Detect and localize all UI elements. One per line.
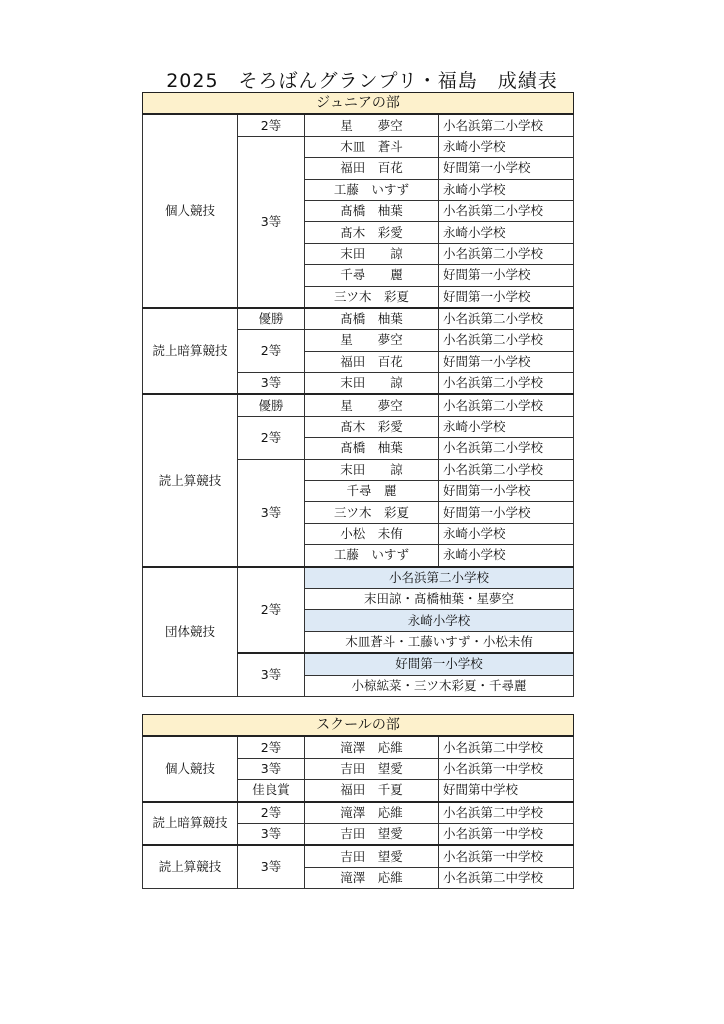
name-cell: 三ツ木 彩夏 [305, 502, 439, 523]
rank-cell: 3等 [238, 373, 305, 395]
school-section-title: スクールの部 [143, 715, 574, 737]
name-cell: 末田 諒 [305, 243, 439, 264]
school-cell: 小名浜第一中学校 [439, 845, 574, 867]
rank-cell: 3等 [238, 136, 305, 308]
school-cell: 永崎小学校 [439, 545, 574, 567]
school-cell: 永崎小学校 [439, 523, 574, 544]
team-members-cell: 末田諒・髙橋柚葉・星夢空 [305, 588, 574, 609]
school-results-table [142, 714, 574, 889]
school-individual-group [143, 736, 574, 801]
school-cell: 小名浜第一中学校 [439, 758, 574, 779]
table-row [143, 114, 574, 136]
name-cell: 髙橋 柚葉 [305, 200, 439, 221]
junior-yomiage-group [143, 394, 574, 566]
table-row [143, 802, 574, 824]
name-cell: 末田 諒 [305, 373, 439, 395]
table-row [143, 308, 574, 330]
rank-cell: 2等 [238, 567, 305, 654]
school-cell: 小名浜第二中学校 [439, 802, 574, 824]
table-row [143, 736, 574, 758]
category-cell: 読上暗算競技 [143, 308, 238, 395]
rank-cell: 2等 [238, 330, 305, 373]
name-cell: 吉田 望愛 [305, 758, 439, 779]
name-cell: 星 夢空 [305, 114, 439, 136]
rank-cell: 優勝 [238, 308, 305, 330]
rank-cell: 3等 [238, 823, 305, 845]
name-cell: 千尋 麗 [305, 481, 439, 502]
school-cell: 小名浜第二中学校 [439, 736, 574, 758]
name-cell: 工藤 いすず [305, 179, 439, 200]
school-cell: 小名浜第二小学校 [439, 438, 574, 459]
name-cell: 星 夢空 [305, 330, 439, 351]
junior-results-table [142, 92, 574, 697]
school-cell: 永崎小学校 [439, 179, 574, 200]
team-school-cell: 好間第一小学校 [305, 653, 574, 675]
school-cell: 小名浜第二小学校 [439, 330, 574, 351]
school-cell: 好間第中学校 [439, 780, 574, 802]
name-cell: 滝澤 応維 [305, 867, 439, 888]
school-yomiage-group [143, 845, 574, 888]
school-cell: 小名浜第二小学校 [439, 114, 574, 136]
school-cell: 小名浜第二小学校 [439, 394, 574, 416]
junior-individual-group [143, 114, 574, 308]
name-cell: 福田 百花 [305, 158, 439, 179]
school-cell: 小名浜第二小学校 [439, 200, 574, 221]
school-cell: 好間第一小学校 [439, 481, 574, 502]
rank-cell: 3等 [238, 653, 305, 696]
name-cell: 滝澤 応維 [305, 736, 439, 758]
school-cell: 永崎小学校 [439, 136, 574, 157]
name-cell: 滝澤 応維 [305, 802, 439, 824]
rank-cell: 2等 [238, 736, 305, 758]
name-cell: 髙橋 柚葉 [305, 438, 439, 459]
rank-cell: 3等 [238, 758, 305, 779]
school-cell: 好間第一小学校 [439, 351, 574, 372]
school-cell: 好間第一小学校 [439, 158, 574, 179]
name-cell: 星 夢空 [305, 394, 439, 416]
name-cell: 吉田 望愛 [305, 845, 439, 867]
page-title: 2025 そろばんグランプリ・福島 成績表 [166, 70, 558, 92]
name-cell: 千尋 麗 [305, 265, 439, 286]
school-cell: 小名浜第二小学校 [439, 243, 574, 264]
school-cell: 小名浜第二中学校 [439, 867, 574, 888]
school-cell: 永崎小学校 [439, 416, 574, 437]
school-cell: 好間第一小学校 [439, 265, 574, 286]
category-cell: 読上暗算競技 [143, 802, 238, 846]
rank-cell: 佳良賞 [238, 780, 305, 802]
team-school-cell: 永崎小学校 [305, 610, 574, 631]
school-cell: 小名浜第一中学校 [439, 823, 574, 845]
rank-cell: 優勝 [238, 394, 305, 416]
category-cell: 団体競技 [143, 567, 238, 697]
table-row [143, 567, 574, 589]
rank-cell: 2等 [238, 416, 305, 459]
category-cell: 個人競技 [143, 114, 238, 308]
category-cell: 個人競技 [143, 736, 238, 801]
school-cell: 好間第一小学校 [439, 502, 574, 523]
school-cell: 好間第一小学校 [439, 286, 574, 308]
name-cell: 髙木 彩愛 [305, 416, 439, 437]
school-cell: 小名浜第二小学校 [439, 308, 574, 330]
junior-section-title: ジュニアの部 [143, 93, 574, 115]
rank-cell: 2等 [238, 114, 305, 136]
school-cell: 永崎小学校 [439, 222, 574, 243]
table-row [143, 845, 574, 867]
name-cell: 髙橋 柚葉 [305, 308, 439, 330]
school-anzan-group [143, 802, 574, 846]
name-cell: 福田 千夏 [305, 780, 439, 802]
school-cell: 小名浜第二小学校 [439, 373, 574, 395]
section-header-row [143, 715, 574, 737]
category-cell: 読上算競技 [143, 394, 238, 566]
rank-cell: 3等 [238, 459, 305, 566]
team-school-cell: 小名浜第二小学校 [305, 567, 574, 589]
junior-team-group [143, 567, 574, 697]
rank-cell: 3等 [238, 845, 305, 888]
name-cell: 吉田 望愛 [305, 823, 439, 845]
name-cell: 末田 諒 [305, 459, 439, 480]
name-cell: 工藤 いすず [305, 545, 439, 567]
name-cell: 福田 百花 [305, 351, 439, 372]
name-cell: 髙木 彩愛 [305, 222, 439, 243]
table-row [143, 394, 574, 416]
name-cell: 木皿 蒼斗 [305, 136, 439, 157]
name-cell: 三ツ木 彩夏 [305, 286, 439, 308]
junior-anzan-group [143, 308, 574, 395]
school-cell: 小名浜第二小学校 [439, 459, 574, 480]
rank-cell: 2等 [238, 802, 305, 824]
name-cell: 小松 未侑 [305, 523, 439, 544]
section-header-row [143, 93, 574, 115]
team-members-cell: 木皿蒼斗・工藤いすず・小松未侑 [305, 631, 574, 653]
category-cell: 読上算競技 [143, 845, 238, 888]
team-members-cell: 小椋絋菜・三ツ木彩夏・千尋麗 [305, 675, 574, 696]
